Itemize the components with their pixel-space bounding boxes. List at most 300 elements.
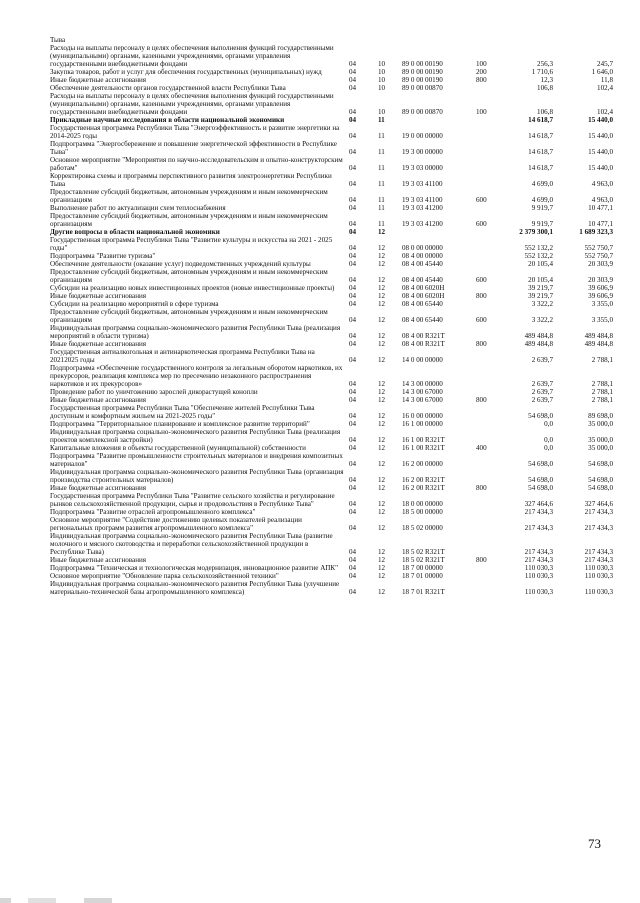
- section-code: 04: [349, 332, 357, 340]
- table-row: [50, 284, 615, 292]
- amount-first-year: 1 710,6: [531, 68, 553, 76]
- item-name: Индивидуальная программа социально-экономического развития Республики Тыва (реализация мероприятий в области туризма): [50, 324, 341, 340]
- amount-second-year: 245,7: [597, 60, 613, 68]
- amount-second-year: 217 434,3: [584, 508, 613, 516]
- item-name: Предоставление субсидий бюджетным, автономным учреждениям и иным некоммерческим организациям: [50, 308, 328, 324]
- amount-second-year: 2 788,1: [591, 380, 613, 388]
- table-row: [50, 212, 615, 228]
- section-code: 04: [349, 164, 357, 172]
- subsection-code: 12: [378, 276, 386, 284]
- section-code: 04: [349, 116, 357, 124]
- item-name: Индивидуальная программа социально-экономического развития Республики Тыва (реализация проектов комплексной застройки): [50, 428, 341, 444]
- amount-first-year: 14 618,7: [528, 132, 553, 140]
- section-code: 04: [349, 556, 357, 564]
- amount-second-year: 54 698,0: [588, 460, 613, 468]
- section-code: 04: [349, 524, 357, 532]
- expense-type-code: 600: [476, 316, 487, 324]
- section-code: 04: [349, 252, 357, 260]
- amount-first-year: 54 698,0: [528, 460, 553, 468]
- item-name: Тыва: [50, 36, 66, 44]
- section-code: 04: [349, 180, 357, 188]
- subsection-code: 12: [378, 228, 386, 236]
- table-row: [50, 532, 615, 556]
- expense-type-code: [470, 404, 502, 420]
- target-article-code: 89 0 00 00870: [402, 108, 443, 116]
- amount-first-year: 2 639,7: [531, 356, 553, 364]
- item-name: Государственная программа Республики Тыва "Развитие сельского хозяйства и регулирование рынков сельскохозяйственной продукции, сырья и продовольствия в Республике Тыва": [50, 492, 335, 508]
- section-code: 04: [349, 444, 357, 452]
- subsection-code: 12: [378, 588, 386, 596]
- item-name: Государственная программа Республики Тыва "Развитие культуры и искусства на 2021 - 2025 годы": [50, 236, 333, 252]
- amount-second-year: 2 788,1: [591, 396, 613, 404]
- target-article-code: 89 0 00 00190: [402, 76, 443, 84]
- target-article-code: 14 3 00 67000: [402, 396, 443, 404]
- subsection-code: 12: [378, 420, 386, 428]
- amount-second-year: 217 434,3: [584, 524, 613, 532]
- subsection-code: 11: [378, 196, 385, 204]
- target-article-code: 16 1 00 R321T: [402, 436, 445, 444]
- item-name: Подпрограмма "Техническая и технологическая модернизация, инновационное развитие АПК": [50, 564, 339, 572]
- subsection-code: 10: [378, 68, 386, 76]
- table-row: [50, 388, 615, 396]
- item-name: Подпрограмма "Энергосбережение и повышение энергетической эффективности в Республике Тыва": [50, 140, 337, 156]
- section-code: 04: [349, 316, 357, 324]
- expense-type-code: [470, 348, 502, 364]
- subsection-code: 12: [378, 300, 386, 308]
- table-row: [50, 236, 615, 252]
- amount-second-year: 489 484,8: [584, 340, 613, 348]
- table-row: [50, 348, 615, 364]
- subsection-code: 12: [378, 556, 386, 564]
- target-article-code: 08 4 00 R321T: [402, 340, 445, 348]
- table-row: [50, 92, 615, 116]
- section-code: 04: [349, 388, 357, 396]
- expense-type-code: [470, 84, 502, 92]
- item-name: Расходы на выплаты персоналу в целях обеспечения выполнения функций государственными (муниципальными) органами, казенными учреждениями, органами управления государственными внебюджетными фондами: [50, 44, 334, 68]
- subsection-code: 12: [378, 500, 386, 508]
- amount-second-year: 15 440,0: [588, 116, 613, 124]
- subsection-code: 11: [378, 164, 385, 172]
- subsection-code: 12: [378, 356, 386, 364]
- target-article-code: [398, 116, 470, 124]
- subsection-code: [372, 36, 398, 44]
- amount-second-year: 102,4: [597, 84, 613, 92]
- item-name: Иные бюджетные ассигнования: [50, 76, 147, 84]
- subsection-code: 12: [378, 412, 386, 420]
- amount-second-year: 3 355,0: [591, 316, 613, 324]
- expense-type-code: [470, 284, 502, 292]
- amount-second-year: 20 303,9: [588, 260, 613, 268]
- amount-first-year: 20 105,4: [528, 276, 553, 284]
- item-name: Проведение работ по уничтожению зарослей дикорастущей конопли: [50, 388, 258, 396]
- amount-first-year: 12,3: [540, 76, 553, 84]
- amount-second-year: 35 000,0: [588, 436, 613, 444]
- table-row: [50, 140, 615, 156]
- subsection-code: 12: [378, 476, 386, 484]
- target-article-code: 18 5 02 R321T: [402, 556, 445, 564]
- item-name: Иные бюджетные ассигнования: [50, 556, 147, 564]
- table-row: [50, 308, 615, 324]
- budget-rows: [50, 36, 615, 596]
- target-article-code: 16 1 00 R321T: [402, 444, 445, 452]
- table-row: [50, 556, 615, 564]
- amount-second-year: 2 788,1: [591, 356, 613, 364]
- table-row: [50, 116, 615, 124]
- table-row: [50, 36, 615, 44]
- amount-second-year: 110 030,3: [584, 564, 613, 572]
- page-number: 73: [588, 836, 601, 851]
- item-name: Прикладные научные исследования в области национальной экономики: [50, 116, 285, 124]
- item-name: Капитальные вложения в объекты государственной (муниципальной) собственности: [50, 444, 306, 452]
- section-code: 04: [349, 572, 357, 580]
- section-code: 04: [349, 460, 357, 468]
- amount-second-year: 39 606,9: [588, 284, 613, 292]
- target-article-code: 08 4 00 6020Н: [402, 284, 445, 292]
- subsection-code: 11: [378, 180, 385, 188]
- amount-second-year: 110 030,3: [584, 572, 613, 580]
- target-article-code: 19 0 00 00000: [402, 132, 443, 140]
- target-article-code: 08 4 00 6020Н: [402, 292, 445, 300]
- expense-type-code: 800: [476, 484, 487, 492]
- table-row: [50, 444, 615, 452]
- amount-first-year: 3 322,2: [531, 300, 553, 308]
- section-code: 04: [349, 196, 357, 204]
- amount-first-year: 552 132,2: [524, 244, 553, 252]
- subsection-code: 11: [378, 220, 385, 228]
- subsection-code: 10: [378, 76, 386, 84]
- amount-second-year: 217 434,3: [584, 548, 613, 556]
- item-name: Иные бюджетные ассигнования: [50, 396, 147, 404]
- table-row: [50, 396, 615, 404]
- amount-first-year: 3 322,2: [531, 316, 553, 324]
- scan-edge-artifact: [0, 898, 140, 903]
- target-article-code: 08 4 00 65440: [402, 300, 443, 308]
- target-article-code: 19 3 00 00000: [402, 148, 443, 156]
- target-article-code: 08 4 00 45440: [402, 276, 443, 284]
- item-name: Подпрограмма "Территориальное планирование и комплексное развитие территорий": [50, 420, 310, 428]
- section-code: 04: [349, 588, 357, 596]
- table-row: [50, 340, 615, 348]
- table-row: [50, 68, 615, 76]
- table-row: [50, 324, 615, 340]
- amount-first-year: 0,0: [544, 420, 553, 428]
- target-article-code: 18 7 01 R321T: [402, 588, 445, 596]
- section-code: 04: [349, 132, 357, 140]
- subsection-code: 11: [378, 116, 385, 124]
- amount-second-year: 327 464,6: [584, 500, 613, 508]
- amount-second-year: 54 698,0: [588, 476, 613, 484]
- target-article-code: 19 3 03 41200: [402, 220, 443, 228]
- table-row: [50, 84, 615, 92]
- target-article-code: 16 2 00 R321T: [402, 484, 445, 492]
- table-row: [50, 228, 615, 236]
- expense-type-code: [470, 516, 502, 532]
- expense-type-code: 600: [476, 276, 487, 284]
- target-article-code: 08 4 00 R321T: [402, 332, 445, 340]
- subsection-code: 12: [378, 380, 386, 388]
- amount-second-year: 20 303,9: [588, 276, 613, 284]
- amount-first-year: 2 639,7: [531, 396, 553, 404]
- subsection-code: 12: [378, 564, 386, 572]
- subsection-code: 12: [378, 340, 386, 348]
- expense-type-code: [470, 228, 502, 236]
- item-name: Подпрограмма "Развитие промышленности строительных материалов и внедрения композитных материалов": [50, 452, 343, 468]
- table-row: [50, 260, 615, 268]
- item-name: Обеспечение деятельности органов государственной власти Республики Тыва: [50, 84, 286, 92]
- section-code: 04: [349, 260, 357, 268]
- amount-second-year: 39 606,9: [588, 292, 613, 300]
- item-name: Индивидуальная программа социально-экономического развития Республики Тыва (улучшение материально-технической базы агропромышленного комплекса): [50, 580, 340, 596]
- amount-first-year: 217 434,3: [524, 524, 553, 532]
- subsection-code: 12: [378, 388, 386, 396]
- amount-first-year: 110 030,3: [524, 588, 553, 596]
- subsection-code: 12: [378, 316, 386, 324]
- expense-type-code: [470, 508, 502, 516]
- section-code: 04: [349, 340, 357, 348]
- table-row: [50, 404, 615, 420]
- amount-second-year: 10 477,1: [588, 204, 613, 212]
- amount-first-year: 489 484,8: [524, 332, 553, 340]
- section-code: [346, 36, 372, 44]
- table-row: [50, 516, 615, 532]
- expense-type-code: [470, 36, 502, 44]
- amount-first-year: 217 434,3: [524, 556, 553, 564]
- target-article-code: 14 0 00 00000: [402, 356, 443, 364]
- expense-type-code: [470, 140, 502, 156]
- table-row: [50, 564, 615, 572]
- target-article-code: [398, 36, 470, 44]
- target-article-code: 16 2 00 00000: [402, 460, 443, 468]
- amount-first-year: 20 105,4: [528, 260, 553, 268]
- expense-type-code: [470, 116, 502, 124]
- amount-second-year: 2 788,1: [591, 388, 613, 396]
- table-row: [50, 452, 615, 468]
- amount-first-year: 489 484,8: [524, 340, 553, 348]
- item-name: Предоставление субсидий бюджетным, автономным учреждениям и иным некоммерческим организациям: [50, 268, 328, 284]
- expense-type-code: 400: [476, 444, 487, 452]
- item-name: Предоставление субсидий бюджетным, автономным учреждениям и иным некоммерческим организациям: [50, 188, 328, 204]
- expense-type-code: [470, 428, 502, 444]
- subsection-code: 10: [378, 108, 386, 116]
- subsection-code: 12: [378, 436, 386, 444]
- amount-first-year: 552 132,2: [524, 252, 553, 260]
- table-row: [50, 468, 615, 484]
- amount-first-year: 2 639,7: [531, 380, 553, 388]
- table-row: [50, 428, 615, 444]
- table-row: [50, 172, 615, 188]
- amount-second-year: 4 963,0: [591, 180, 613, 188]
- subsection-code: 11: [378, 132, 385, 140]
- target-article-code: 08 4 00 65440: [402, 316, 443, 324]
- item-name: Субсидии на реализацию мероприятий в сфере туризма: [50, 300, 219, 308]
- amount-first-year: 14 618,7: [528, 148, 553, 156]
- table-row: [50, 156, 615, 172]
- target-article-code: [398, 228, 470, 236]
- expense-type-code: 800: [476, 556, 487, 564]
- subsection-code: 12: [378, 284, 386, 292]
- expense-type-code: 200: [476, 68, 487, 76]
- expense-type-code: 800: [476, 340, 487, 348]
- expense-type-code: [470, 260, 502, 268]
- amount-first-year: 39 219,7: [528, 284, 553, 292]
- expense-type-code: [470, 572, 502, 580]
- section-code: 04: [349, 60, 357, 68]
- subsection-code: 10: [378, 60, 386, 68]
- target-article-code: 16 2 00 R321T: [402, 476, 445, 484]
- target-article-code: 18 5 02 00000: [402, 524, 443, 532]
- section-code: 04: [349, 84, 357, 92]
- item-name: Государственная программа Республики Тыва "Энергоэффективность и развитие энергетики на 2014-2025 годы: [50, 124, 340, 140]
- table-row: [50, 188, 615, 204]
- expense-type-code: 600: [476, 220, 487, 228]
- section-code: 04: [349, 220, 357, 228]
- expense-type-code: [470, 388, 502, 396]
- amount-second-year: 15 440,0: [588, 164, 613, 172]
- subsection-code: 12: [378, 396, 386, 404]
- expense-type-code: 800: [476, 292, 487, 300]
- table-row: [50, 580, 615, 596]
- table-row: [50, 124, 615, 140]
- section-code: 04: [349, 548, 357, 556]
- amount-second-year: 552 750,7: [584, 244, 613, 252]
- amount-second-year: 3 355,0: [591, 300, 613, 308]
- expense-type-code: [470, 124, 502, 140]
- amount-first-year: 54 698,0: [528, 484, 553, 492]
- amount-first-year: 217 434,3: [524, 508, 553, 516]
- subsection-code: 12: [378, 292, 386, 300]
- amount-second-year: 15 440,0: [588, 132, 613, 140]
- amount-first-year: 9 919,7: [531, 220, 553, 228]
- item-name: Государственная антиалкогольная и антинаркотическая программа Республики Тыва на 20212025 годы: [50, 348, 315, 364]
- target-article-code: 08 4 00 45440: [402, 260, 443, 268]
- budget-table: [50, 36, 615, 596]
- section-code: 04: [349, 476, 357, 484]
- section-code: 04: [349, 300, 357, 308]
- amount-first-year: 0,0: [544, 436, 553, 444]
- table-row: [50, 268, 615, 284]
- expense-type-code: [470, 580, 502, 596]
- amount-second-year: 4 963,0: [591, 196, 613, 204]
- expense-type-code: [470, 468, 502, 484]
- section-code: 04: [349, 244, 357, 252]
- amount-first-year: 14 618,7: [528, 116, 553, 124]
- amount-second-year: 54 698,0: [588, 484, 613, 492]
- expense-type-code: [470, 452, 502, 468]
- item-name: Обеспечение деятельности (оказание услуг) подведомственных учреждений культуры: [50, 260, 311, 268]
- item-name: Подпрограмма "Развитие туризма": [50, 252, 156, 260]
- table-row: [50, 76, 615, 84]
- target-article-code: 18 7 01 00000: [402, 572, 443, 580]
- item-name: Индивидуальная программа социально-экономического развития Республики Тыва (развитие молочного и мясного скотоводства и переработки сельскохозяйственной продукции в Республике Тыва): [50, 532, 333, 556]
- amount-second-year: 552 750,7: [584, 252, 613, 260]
- expense-type-code: [470, 364, 502, 388]
- subsection-code: 12: [378, 244, 386, 252]
- subsection-code: 10: [378, 84, 386, 92]
- target-article-code: 18 5 00 00000: [402, 508, 443, 516]
- amount-second-year: 102,4: [597, 108, 613, 116]
- expense-type-code: [470, 300, 502, 308]
- table-row: [50, 572, 615, 580]
- amount-second-year: 11,8: [600, 76, 613, 84]
- amount-first-year: 256,3: [537, 60, 553, 68]
- subsection-code: 12: [378, 508, 386, 516]
- item-name: Корректировка схемы и программы перспективного развития электроэнергетики Республики Тыва: [50, 172, 332, 188]
- subsection-code: 12: [378, 484, 386, 492]
- amount-first-year: 14 618,7: [528, 164, 553, 172]
- table-row: [50, 508, 615, 516]
- table-row: [50, 252, 615, 260]
- amount-first-year: 327 464,6: [524, 500, 553, 508]
- amount-second-year: 35 000,0: [588, 444, 613, 452]
- target-article-code: 19 3 03 41200: [402, 204, 443, 212]
- amount-first-year: 217 434,3: [524, 548, 553, 556]
- item-name: Субсидии на реализацию новых инвестиционных проектов (новые инвестиционные проекты): [50, 284, 335, 292]
- section-code: 04: [349, 284, 357, 292]
- item-name: Другие вопросы в области национальной экономики: [50, 228, 220, 236]
- amount-second-year: 1 689 323,3: [579, 228, 613, 236]
- subsection-code: 12: [378, 572, 386, 580]
- amount-first-year: 2 379 300,1: [519, 228, 553, 236]
- target-article-code: 18 7 00 00000: [402, 564, 443, 572]
- subsection-code: 12: [378, 524, 386, 532]
- amount-first-year: 39 219,7: [528, 292, 553, 300]
- section-code: 04: [349, 108, 357, 116]
- amount-second-year: 35 000,0: [588, 420, 613, 428]
- target-article-code: 08 0 00 00000: [402, 244, 443, 252]
- amount-first-year: 4 699,0: [531, 180, 553, 188]
- subsection-code: 12: [378, 252, 386, 260]
- section-code: 04: [349, 500, 357, 508]
- table-row: [50, 364, 615, 388]
- amount-second-year: 10 477,1: [588, 220, 613, 228]
- section-code: 04: [349, 204, 357, 212]
- target-article-code: 19 3 03 41100: [402, 196, 443, 204]
- target-article-code: 89 0 00 00190: [402, 60, 443, 68]
- target-article-code: 14 3 00 00000: [402, 380, 443, 388]
- amount-first-year: 110 030,3: [524, 564, 553, 572]
- expense-type-code: 800: [476, 76, 487, 84]
- section-code: 04: [349, 228, 357, 236]
- section-code: 04: [349, 292, 357, 300]
- expense-type-code: 800: [476, 396, 487, 404]
- section-code: 04: [349, 76, 357, 84]
- expense-type-code: [470, 492, 502, 508]
- amount-second-year: 489 484,8: [584, 332, 613, 340]
- amount-first-year: 106,8: [537, 84, 553, 92]
- target-article-code: 19 3 03 00000: [402, 164, 443, 172]
- item-name: Предоставление субсидий бюджетным, автономным учреждениям и иным некоммерческим организациям: [50, 212, 328, 228]
- item-name: Иные бюджетные ассигнования: [50, 292, 147, 300]
- section-code: 04: [349, 420, 357, 428]
- table-row: [50, 292, 615, 300]
- amount-first-year: 106,8: [537, 108, 553, 116]
- expense-type-code: [470, 172, 502, 188]
- section-code: 04: [349, 436, 357, 444]
- item-name: Государственная программа Республики Тыва "Обеспечение жителей Республики Тыва доступным и комфортным жильем на 2021-2025 годы": [50, 404, 315, 420]
- target-article-code: 18 0 00 00000: [402, 500, 443, 508]
- target-article-code: 08 4 00 00000: [402, 252, 443, 260]
- target-article-code: 16 1 00 00000: [402, 420, 443, 428]
- amount-first-year: 2 639,7: [531, 388, 553, 396]
- table-row: [50, 492, 615, 508]
- subsection-code: 11: [378, 148, 385, 156]
- amount-first-year: 54 698,0: [528, 476, 553, 484]
- expense-type-code: [470, 532, 502, 556]
- section-code: 04: [349, 148, 357, 156]
- target-article-code: 89 0 00 00190: [402, 68, 443, 76]
- item-name: Индивидуальная программа социально-экономического развития Республики Тыва (организация производства строительных материалов): [50, 468, 344, 484]
- target-article-code: 18 5 02 R321T: [402, 548, 445, 556]
